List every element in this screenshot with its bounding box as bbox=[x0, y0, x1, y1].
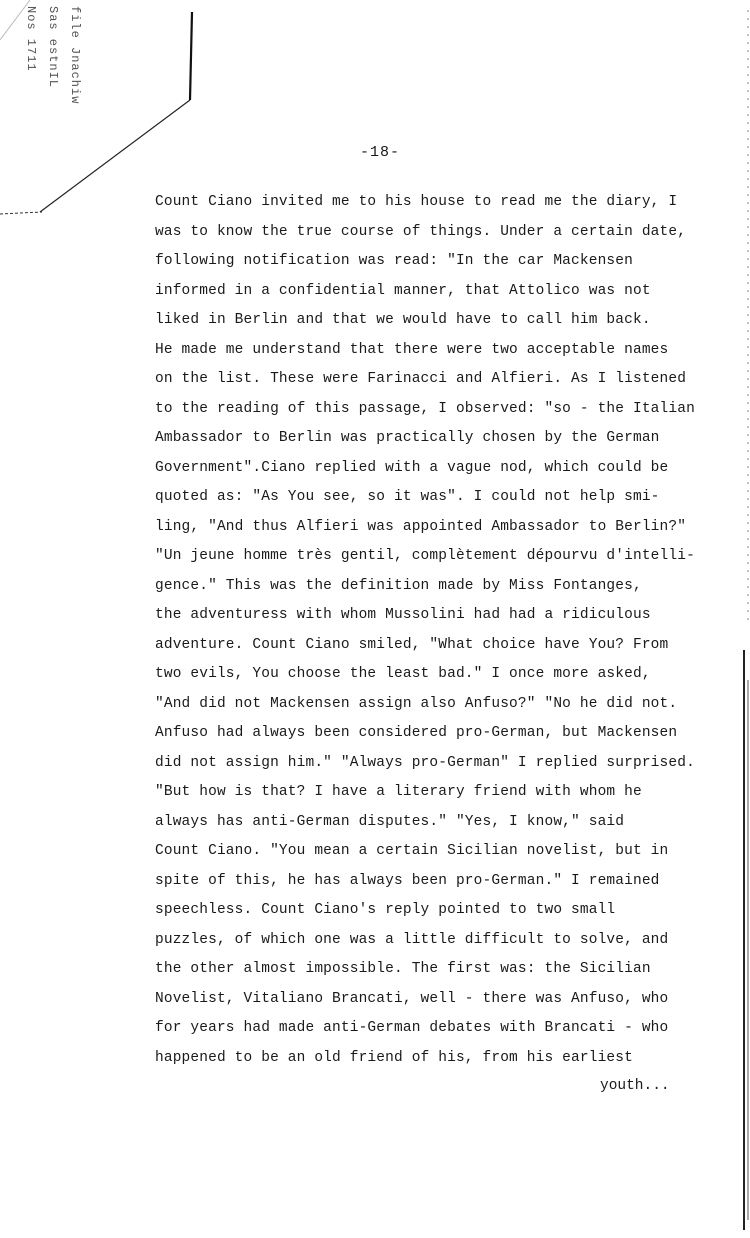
text-line: following notification was read: "In the car Mackensen bbox=[155, 253, 633, 269]
stamp-line: Sas estnIL bbox=[46, 6, 60, 89]
scan-edge-marks bbox=[738, 0, 750, 1238]
text-line: "Un jeune homme très gentil, complètement dépourvu d'intelli- bbox=[155, 548, 695, 564]
text-line: Ambassador to Berlin was practically chosen by the German bbox=[155, 430, 660, 446]
text-line: quoted as: "As You see, so it was". I could not help smi- bbox=[155, 489, 660, 505]
text-line: He made me understand that there were two acceptable names bbox=[155, 341, 669, 358]
text-line: two evils, You choose the least bad." I once more asked, bbox=[155, 666, 651, 682]
text-line: Anfuso had always been considered pro-German, but Mackensen bbox=[155, 725, 678, 741]
page-number: -18- bbox=[360, 144, 401, 161]
text-line: Government".Ciano replied with a vague nod, which could be bbox=[155, 459, 669, 476]
text-line: for years had made anti-German debates with Brancati - who bbox=[155, 1020, 669, 1036]
text-line: "But how is that? I have a literary friend with whom he bbox=[155, 784, 642, 800]
text-line: happened to be an old friend of his, from his earliest bbox=[155, 1049, 633, 1066]
body-text bbox=[155, 188, 725, 1073]
text-line: the adventuress with whom Mussolini had had a ridiculous bbox=[155, 607, 651, 623]
text-line: spite of this, he has always been pro-German." I remained bbox=[155, 872, 660, 889]
text-line: was to know the true course of things. Under a certain date, bbox=[155, 223, 687, 240]
text-line: Count Ciano invited me to his house to read me the diary, I bbox=[155, 194, 678, 210]
text-line: on the list. These were Farinacci and Alfieri. As I listened bbox=[155, 371, 687, 387]
text-line: informed in a confidential manner, that Attolico was not bbox=[155, 282, 651, 299]
text-line: always has anti-German disputes." "Yes, I know," said bbox=[155, 813, 625, 830]
text-line: adventure. Count Ciano smiled, "What choice have You? From bbox=[155, 636, 669, 653]
text-line: did not assign him." "Always pro-German" I replied surprised. bbox=[155, 754, 695, 771]
text-line: Count Ciano. "You mean a certain Sicilian novelist, but in bbox=[155, 843, 669, 859]
text-line: to the reading of this passage, I observed: "so - the Italian bbox=[155, 400, 695, 417]
text-line: Novelist, Vitaliano Brancati, well - there was Anfuso, who bbox=[155, 990, 669, 1007]
text-line: the other almost impossible. The first was: the Sicilian bbox=[155, 961, 651, 977]
text-line: gence." This was the definition made by Miss Fontanges, bbox=[155, 577, 642, 594]
closing-text: youth... bbox=[600, 1078, 670, 1094]
text-line: speechless. Count Ciano's reply pointed to two small bbox=[155, 902, 616, 918]
stamp-line: file Jnachiw bbox=[68, 6, 82, 105]
text-line: puzzles, of which one was a little difficult to solve, and bbox=[155, 931, 669, 948]
text-line: ling, "And thus Alfieri was appointed Ambassador to Berlin?" bbox=[155, 518, 687, 535]
archive-stamp bbox=[4, 6, 124, 106]
text-line: liked in Berlin and that we would have to call him back. bbox=[155, 312, 651, 328]
text-line: "And did not Mackensen assign also Anfuso?" "No he did not. bbox=[155, 695, 678, 712]
stamp-line: Nos 1711 bbox=[24, 6, 38, 72]
